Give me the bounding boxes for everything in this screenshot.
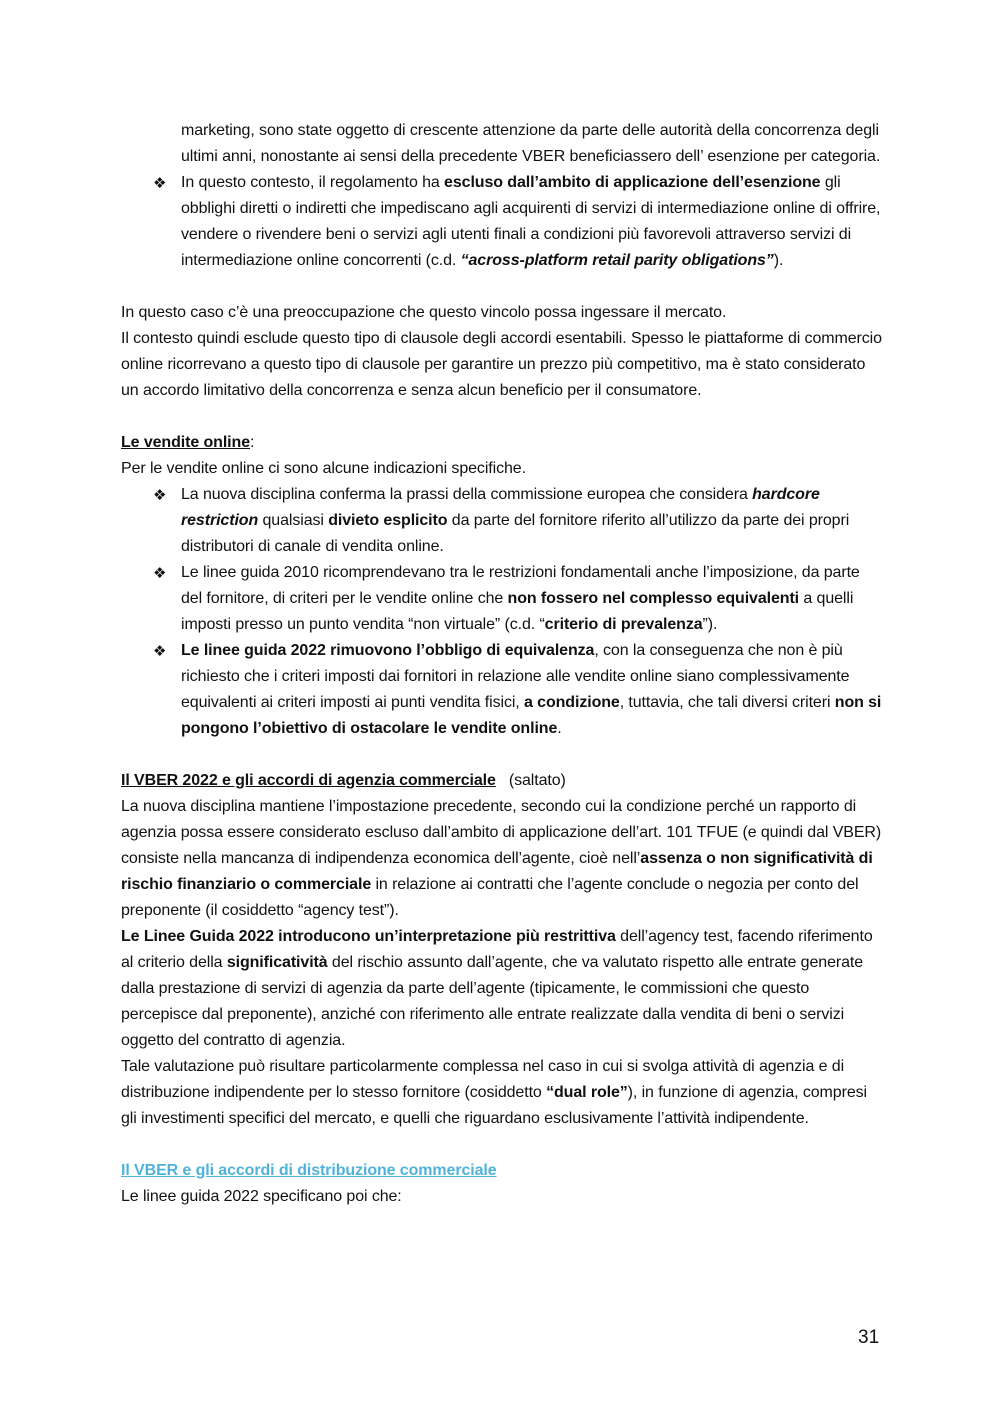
text-run: La nuova disciplina mantiene l’impostazione precedente, secondo cui la condizione perché un rapporto di agenzia possa essere considerato escluso dall’ambito di applicazione dell’art. 101 TFUE (e quindi dal VBER) consiste nella mancanza di indipendenza economica dell’agente, cioè nell’ [121,798,882,867]
diamond-bullet-icon: ❖ [153,486,167,504]
section-heading-distribution[interactable] [121,1158,883,1184]
bold-text: Le linee guida 2022 rimuovono l’obbligo di equivalenza [181,642,595,659]
text-run: Tale valutazione può risultare particolarmente complessa nel caso in cui si svolga attività di agenzia e di distribuzione indipendente per lo stesso fornitore (cosiddetto [121,1058,845,1101]
bold-italic-term: “across-platform retail parity obligations” [460,252,774,269]
diamond-bullet-icon: ❖ [153,564,167,582]
paragraph: Il contesto quindi esclude questo tipo di clausole degli accordi esentabili. Spesso le piattaforme di commercio online ricorrevano a questo tipo di clausole per garantire un prezzo più competitivo, ma è stato considerato un accordo limitativo della concorrenza e senza alcun beneficio per il consumatore. [121,330,882,399]
bold-text: divieto esplicito [328,512,448,529]
paragraph [121,1054,883,1132]
text-run: da parte del fornitore riferito all’utilizzo da parte dei propri distributori di canale di vendita online. [181,512,850,555]
bold-text: non fossero nel complesso equivalenti [507,590,800,607]
list-item [121,638,883,742]
text-run: La nuova disciplina conferma la prassi della commissione europea che considera [181,486,753,503]
bold-text: Le Linee Guida 2022 introducono un’interpretazione più restrittiva [121,928,616,945]
text-run: qualsiasi [258,512,329,529]
diamond-bullet-icon: ❖ [153,174,167,192]
bullet-list-platform [121,170,883,274]
bold-text: significatività [226,954,328,971]
text-run: in relazione ai contratti che l’agente conclude o negozia per conto del preponente (il cosiddetto “agency test”). [121,876,859,919]
bold-text: assenza o non significatività di rischio finanziario o commerciale [121,850,873,893]
text-run: a quelli imposti presso un punto vendita “non virtuale” (c.d. “ [181,590,854,633]
text-run: ). [773,252,784,269]
paragraph: Per le vendite online ci sono alcune indicazioni specifiche. [121,460,526,477]
text-run: del rischio assunto dall’agente, che va valutato rispetto alle entrate generate dalla prestazione di servizi di agenzia da parte dell’agente (tipicamente, le commissioni che questo percepisce dal preponente), anziché con riferimento alle entrate realizzate dalla vendita di beni o servizi oggetto del contratto di agenzia. [121,954,864,1049]
text-run: ”). [702,616,718,633]
bold-text: non si pongono l’obiettivo di ostacolare le vendite online [181,694,882,737]
page-number: 31 [858,1327,880,1348]
continuation-paragraph: marketing, sono state oggetto di crescente attenzione da parte delle autorità della concorrenza degli ultimi anni, nonostante ai sensi della precedente VBER beneficiassero dell’ esenzione per categoria. [181,122,881,165]
heading-text: Il VBER 2022 e gli accordi di agenzia commerciale [121,772,496,789]
text-run: Le linee guida 2010 ricomprendevano tra le restrizioni fondamentali anche l’imposizione, da parte del fornitore, di criteri per le vendite online che [181,564,860,607]
heading-text: Le vendite online [121,434,250,451]
bold-text: “dual role” [546,1084,628,1101]
text-run: ), in funzione di agenzia, compresi gli investimenti specifici del mercato, e quelli che riguardano esclusivamente l’attività indipendente. [121,1084,867,1127]
paragraph: Le linee guida 2022 specificano poi che: [121,1188,402,1205]
bold-italic-term: hardcore restriction [181,486,820,529]
text-run: . [557,720,562,737]
list-item [121,170,883,274]
page-content [121,118,883,1210]
paragraph: In questo caso c’è una preoccupazione che questo vincolo possa ingessare il mercato. [121,304,727,321]
bold-text: criterio di prevalenza [544,616,703,633]
paragraph [121,794,883,924]
heading-link[interactable]: Il VBER e gli accordi di distribuzione commerciale [121,1162,497,1179]
bold-text: a condizione [524,694,620,711]
bold-text: escluso dall’ambito di applicazione dell’esenzione [444,174,821,191]
paragraph [121,924,883,1054]
bullet-list-online [121,482,883,742]
heading-note: (saltato) [495,772,566,789]
text-run: , con la conseguenza che non è più richiesto che i criteri imposti dai fornitori in relazione alle vendite online siano complessivamente equivalenti ai criteri imposti ai punti vendita fisici, [181,642,850,711]
text-run: , tuttavia, che tali diversi criteri [619,694,835,711]
list-item [121,560,883,638]
section-heading-online [121,430,883,456]
diamond-bullet-icon: ❖ [153,642,167,660]
list-item [121,482,883,560]
section-heading-agency [121,768,883,794]
text-run: dell’agency test, facendo riferimento al criterio della [121,928,873,971]
heading-suffix: : [250,434,255,451]
text-run: In questo contesto, il regolamento ha [181,174,445,191]
text-run: gli obblighi diretti o indiretti che impediscano agli acquirenti di servizi di intermediazione online di offrire, vendere o rivendere beni o servizi agli utenti finali a condizioni più favorevoli attraverso servizi di intermediazione online concorrenti (c.d. [181,174,881,269]
